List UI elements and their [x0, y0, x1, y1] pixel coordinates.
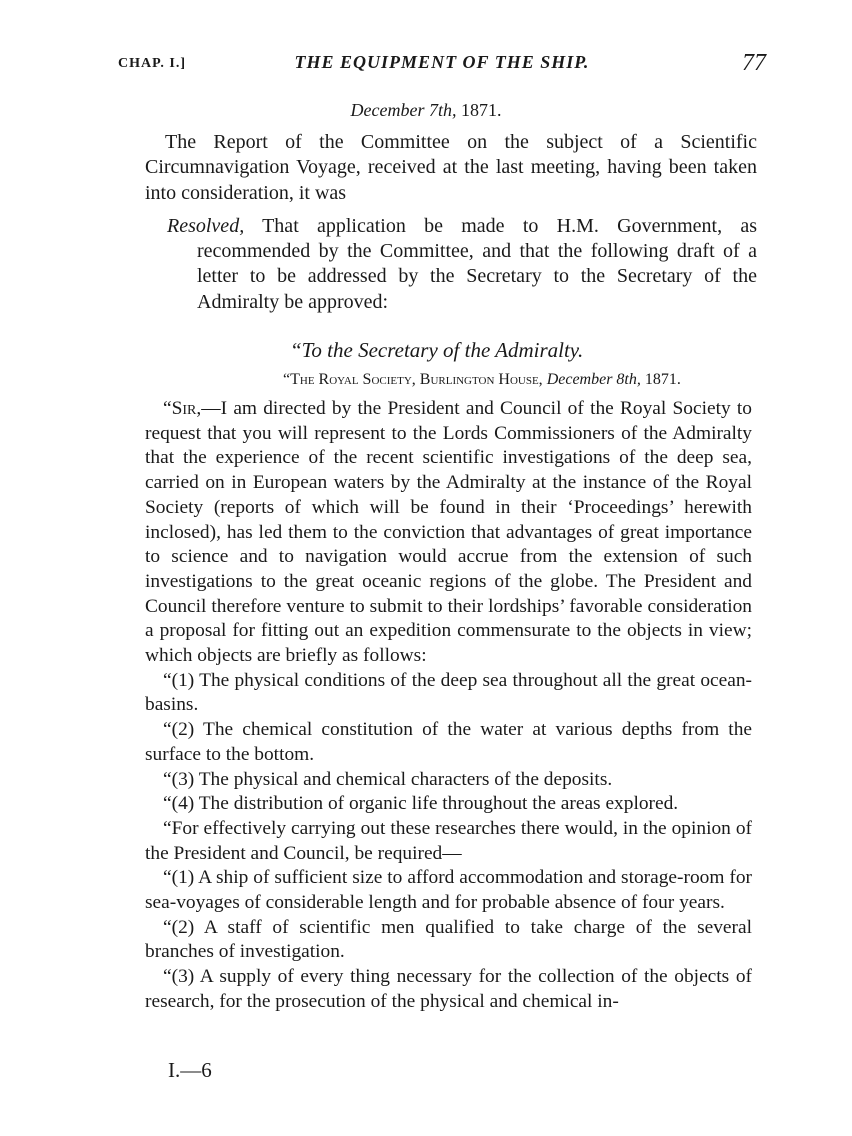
resolution — [167, 214, 757, 315]
letter-address — [283, 371, 681, 389]
requirement-item: “(1) A ship of sufficient size to afford accommodation and storage-room for sea-voyages of considerable length and for probable absence of four years. — [145, 867, 752, 914]
chapter-label: CHAP. I.] — [118, 56, 186, 71]
letter-heading: “To the Secretary of the Admiralty. — [290, 338, 584, 362]
signature-mark: I.—6 — [168, 1058, 212, 1082]
requirement-item: “(2) A staff of scientific men qualified to take charge of the several branches of investigation. — [145, 916, 752, 963]
date-heading-year: 1871. — [460, 100, 502, 120]
object-item: “(3) The physical and chemical characters of the deposits. — [163, 768, 613, 790]
address-date: December 8th, — [546, 371, 641, 388]
date-heading-day: December 7th, — [350, 100, 457, 120]
resolved-label: Resolved, — [167, 214, 245, 237]
address-year: 1871. — [644, 371, 681, 388]
minutes-body — [145, 130, 757, 315]
address-from: “The Royal Society, Burlington House, — [283, 371, 543, 388]
object-item: “(4) The distribution of organic life throughout the areas explored. — [163, 793, 679, 815]
resolved-text: That application be made to H.M. Government, as recommended by the Committee, and that the following draft of a letter to be addressed by the Secretary to the Secretary of the Admiralty be approved: — [197, 214, 758, 313]
page-number: 77 — [742, 50, 766, 76]
intro-paragraph: The Report of the Committee on the subject of a Scientific Circumnavigation Voyage, received at the last meeting, having been taken into consideration, it was — [145, 131, 757, 204]
running-head — [118, 52, 766, 82]
opening-text: —I am directed by the President and Council of the Royal Society to request that you will represent to the Lords Commissioners of the Admiralty that the experience of the recent scientific investigations of the deep sea, carried on in European waters by the Admiralty at the instance of the Royal Society (reports of which will be found in their ‘Proceedings’ herewith inclosed), has led them to the conviction that advantages of great importance to science and to navigation would accrue from the extension of such investigations to the great oceanic regions of the globe. The President and Council therefore venture to submit to their lordships’ favorable consideration a proposal for fitting out an expedition commensurate to the objects in view; which objects are briefly as follows: — [145, 398, 752, 667]
object-item: “(2) The chemical constitution of the water at various depths from the surface to the bottom. — [145, 719, 752, 765]
object-item: “(1) The physical conditions of the deep sea throughout all the great ocean-basins. — [145, 669, 752, 716]
requirement-item: “(3) A supply of every thing necessary for the collection of the objects of research, for the prosecution of the physical and chemical in- — [145, 966, 752, 1012]
chapter-title: THE EQUIPMENT OF THE SHIP. — [294, 52, 590, 72]
requirements-intro: “For effectively carrying out these researches there would, in the opinion of the President and Council, be required— — [145, 817, 752, 864]
date-heading — [0, 100, 852, 121]
letter-body — [145, 397, 752, 1015]
letter-opening — [145, 397, 752, 669]
salutation: “Sir, — [163, 398, 202, 419]
